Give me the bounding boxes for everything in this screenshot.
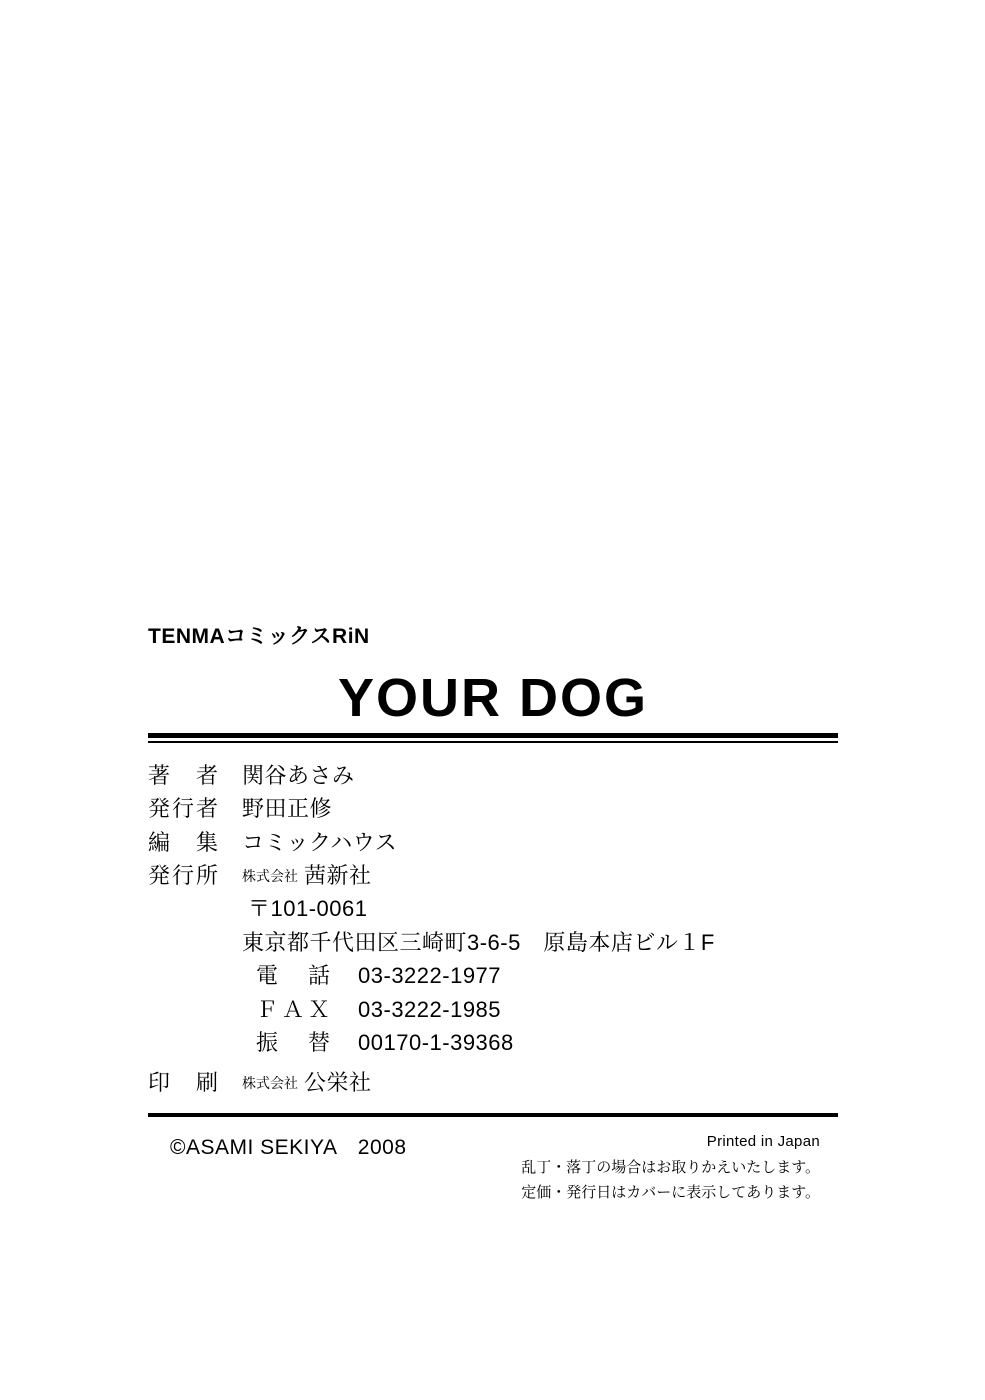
furikae-value: 00170-1-39368 [358,1030,514,1056]
company-prefix-printer: 株式会社 [242,1074,298,1091]
credit-label-publisher-company: 発行所 [148,863,221,888]
street-address: 東京都千代田区三崎町3-6-5 原島本店ビル１F [242,929,715,955]
credit-value-printer [242,1066,372,1099]
company-name-publisher: 茜新社 [304,863,372,888]
copyright-notice: ©ASAMI SEKIYA 2008 [170,1136,407,1160]
credit-value-author: 関谷あさみ [242,762,355,788]
credits-list [148,759,838,1099]
fax-row [242,993,838,1026]
footer-notes [521,1125,838,1206]
credit-value-publisher-company [242,859,372,892]
colophon-block [148,620,838,1206]
credit-row-publisher-company [148,859,838,892]
publisher-address-block [242,892,838,1059]
series-label: TENMAコミックスRiN [148,625,370,648]
divider-thick-top [148,733,838,738]
divider-thin-top [148,741,838,743]
telephone-label: 電 話 [256,963,335,989]
fax-label: ＦＡＸ [256,996,335,1022]
credit-label-publisher-person: 発行者 [148,796,221,822]
telephone-value: 03-3222-1977 [358,963,502,989]
credit-row-printer [148,1066,838,1099]
furikae-row [242,1026,838,1059]
credit-row-editor [148,826,838,859]
divider-thick-bottom [148,1113,838,1117]
credit-value-publisher-person: 野田正修 [242,796,333,822]
credit-value-editor: コミックハウス [242,829,398,855]
defect-notice: 乱丁・落丁の場合はお取りかえいたします。 [521,1158,820,1176]
company-name-printer: 公栄社 [304,1069,372,1095]
colophon-footer [148,1125,838,1206]
credit-row-publisher-person [148,792,838,825]
credit-row-author [148,759,838,792]
credit-label-author: 著 者 [148,762,221,788]
printed-in-japan: Printed in Japan [706,1133,820,1151]
price-notice: 定価・発行日はカバーに表示してあります。 [521,1184,820,1202]
postal-code: 〒101-0061 [248,896,368,922]
fax-value: 03-3222-1985 [358,996,502,1022]
credit-label-printer: 印 刷 [148,1069,221,1095]
credit-label-editor: 編 集 [148,829,221,855]
furikae-label: 振 替 [256,1030,335,1056]
page-title: YOUR DOG [337,668,649,728]
telephone-row [242,959,838,992]
company-prefix-publisher: 株式会社 [242,868,298,884]
